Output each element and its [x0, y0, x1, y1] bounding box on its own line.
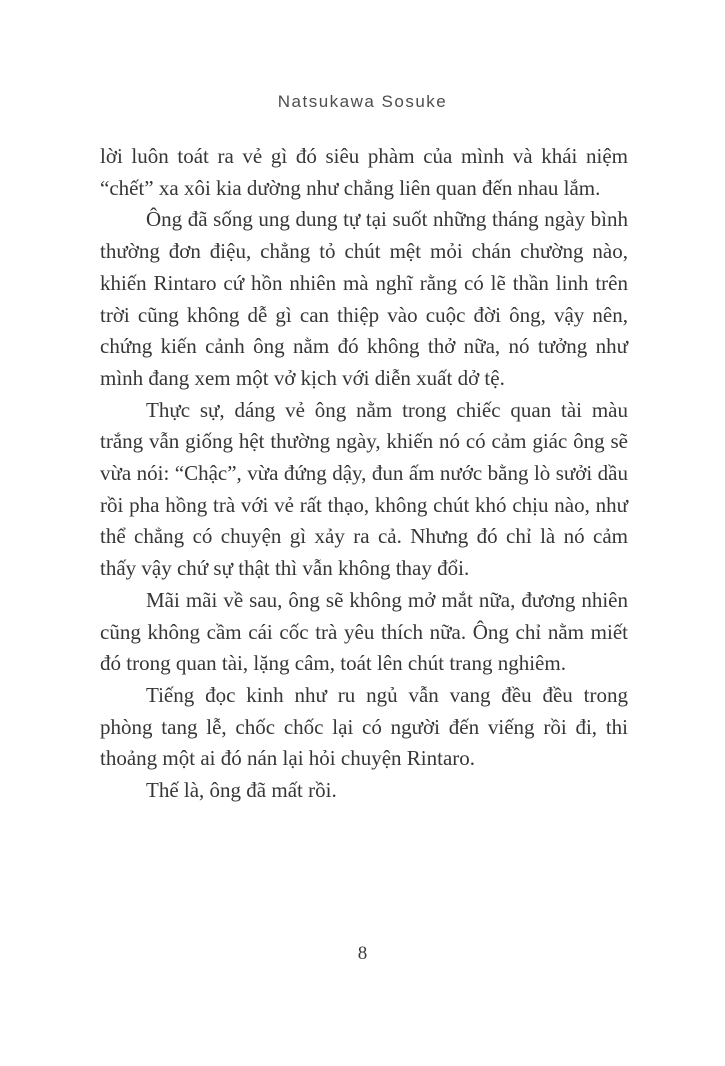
page-number: 8 — [357, 943, 368, 964]
paragraph: Mãi mãi về sau, ông sẽ không mở mắt nữa, đương nhiên cũng không cầm cái cốc trà yêu thích nữa. Ông chỉ nằm miết đó trong quan tài, lặng câm, toát lên chút trang nghiêm. — [100, 587, 628, 676]
page-body — [100, 141, 628, 807]
paragraph: Thực sự, dáng vẻ ông nằm trong chiếc quan tài màu trắng vẫn giống hệt thường ngày, khiến nó có cảm giác ông sẽ vừa nói: “Chậc”, vừa đứng dậy, đun ấm nước bằng lò sưởi dầu rồi pha hồng trà với vẻ rất thạo, không chút khó chịu nào, như thể chẳng có chuyện gì xảy ra cả. Nhưng đó chỉ là nó cảm thấy vậy chứ sự thật thì vẫn không thay đổi. — [100, 397, 628, 581]
paragraph: Ông đã sống ung dung tự tại suốt những tháng ngày bình thường đơn điệu, chẳng tỏ chút mệt mỏi chán chường nào, khiến Rintaro cứ hồn nhiên mà nghĩ rằng có lẽ thần linh trên trời cũng không dễ gì can thiệp vào cuộc đời ông, vậy nên, chứng kiến cảnh ông nằm đó không thở nữa, nó tưởng như mình đang xem một vở kịch với diễn xuất dở tệ. — [100, 207, 628, 390]
paragraph: lời luôn toát ra vẻ gì đó siêu phàm của mình và khái niệm “chết” xa xôi kia dường như chẳng liên quan đến nhau lắm. — [100, 144, 628, 200]
running-head-author: Natsukawa Sosuke — [277, 92, 448, 111]
paragraph: Tiếng đọc kinh như ru ngủ vẫn vang đều đều trong phòng tang lễ, chốc chốc lại có người đến viếng rồi đi, thi thoảng một ai đó nán lại hỏi chuyện Rintaro. — [100, 682, 628, 771]
paragraph: Thế là, ông đã mất rồi. — [146, 778, 337, 803]
